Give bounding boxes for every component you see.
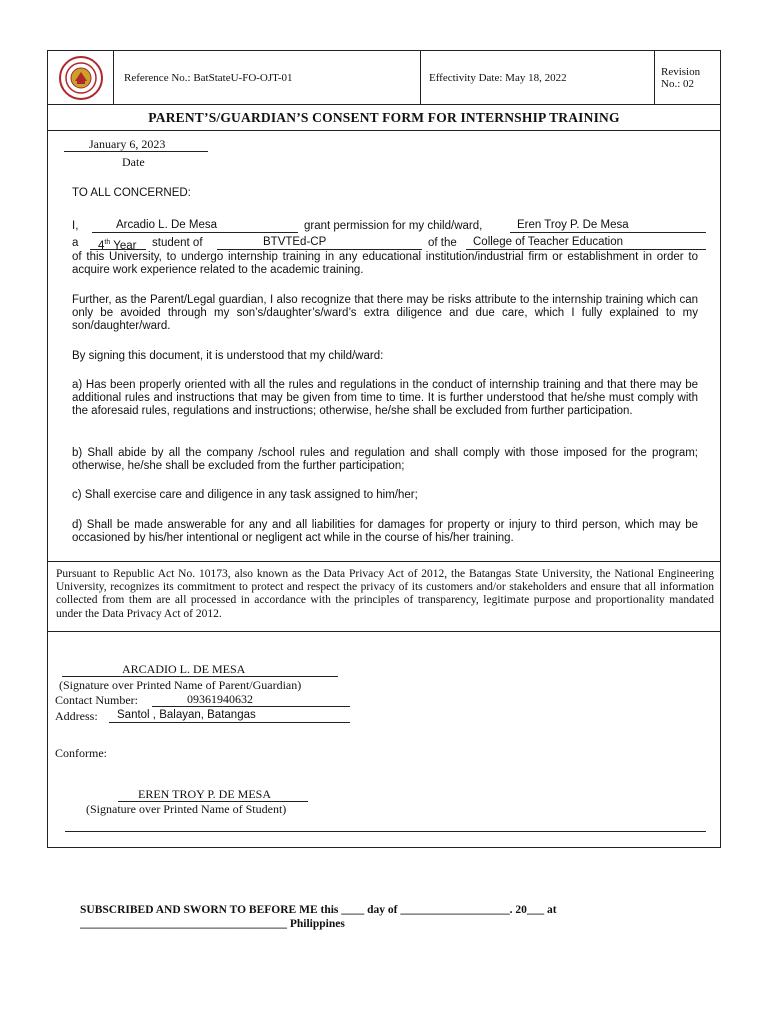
year-level-field (90, 236, 146, 250)
privacy-top-divider (47, 561, 721, 562)
of-the-label: of the (428, 237, 457, 249)
signing-paragraph: By signing this document, it is understood that my child/ward: (72, 350, 384, 362)
sworn-line-1: SUBSCRIBED AND SWORN TO BEFORE ME this ____ day of ___________________. 20___ at (80, 904, 557, 916)
condition-d: d) Shall be made answerable for any and all liabilities for damages for property or injury to third person, which may be occasioned by his/her intentional or negligent act while in the course of his/her training. (72, 519, 698, 544)
conforme-label: Conforme: (55, 746, 107, 760)
year-word: Year (110, 239, 137, 252)
condition-c: c) Shall exercise care and diligence in any task assigned to him/her; (72, 489, 418, 501)
a-label: a (72, 237, 79, 249)
logo-cell (48, 51, 114, 104)
risks-paragraph: Further, as the Parent/Legal guardian, I also recognize that there may be risks attribute to the internship training which can only be avoided through my son’s/daughter’s/ward’s extra diligence and due care, which I fully explained to my son/daughter/ward. (72, 294, 698, 332)
student-name-field: Eren Troy P. De Mesa (510, 219, 706, 233)
college-field: College of Teacher Education (466, 236, 706, 250)
address-field: Santol , Balayan, Batangas (109, 709, 350, 723)
date-value: January 6, 2023 (64, 138, 208, 152)
university-seal-icon (58, 55, 104, 101)
year-suffix: th (104, 239, 111, 246)
privacy-bottom-divider (47, 631, 721, 632)
effectivity-date: Effectivity Date: May 18, 2022 (421, 51, 655, 104)
student-signature-line: EREN TROY P. DE MESA (118, 788, 308, 802)
program-field: BTVTEd-CP (217, 236, 422, 250)
revision-number: Revision No.: 02 (661, 65, 701, 90)
consent-rest: of this University, to undergo internship training in any educational institution/industrial firm or establishment in order to acquire work experience related to the academic training. (72, 251, 698, 276)
bottom-rule (65, 831, 706, 832)
privacy-notice: Pursuant to Republic Act No. 10173, also known as the Data Privacy Act of 2012, the Batangas State University, the National Engineering University, recognizes its commitment to protect and respect the privacy of its customers and/or stakeholders and ensure that all information collected from them are all processed in accordance with the principles of transparency, legitimate purpose and proportionality mandated under the Data Privacy Act of 2012. (56, 568, 714, 620)
parent-signature-caption: (Signature over Printed Name of Parent/Guardian) (59, 678, 302, 692)
student-of-label: student of (152, 237, 203, 249)
condition-a: a) Has been properly oriented with all the rules and regulations in the conduct of internship training and that there may be additional rules and instructions that may be given from time to time. It is further understood that he/she must comply with the aforesaid rules, regulations and instructions; otherwise, he/she shall be excluded from further participation. (72, 379, 698, 417)
contact-number-field: 09361940632 (152, 693, 350, 707)
student-signature-caption: (Signature over Printed Name of Student) (86, 802, 287, 816)
contact-label: Contact Number: (55, 693, 138, 707)
year-number: 4 (98, 239, 105, 252)
sworn-line-2: ____________________________________ Philippines (80, 918, 345, 930)
date-label: Date (122, 155, 145, 169)
header-table (47, 50, 721, 105)
grant-text: grant permission for my child/ward, (304, 220, 483, 232)
reference-number: Reference No.: BatStateU-FO-OJT-01 (114, 51, 421, 104)
parent-signature-line: ARCADIO L. DE MESA (62, 663, 338, 677)
i-label: I, (72, 220, 79, 232)
condition-b: b) Shall abide by all the company /school rules and regulation and shall comply with those imposed for the program; otherwise, he/she shall be excluded from the further participation; (72, 447, 698, 472)
salutation: TO ALL CONCERNED: (72, 187, 191, 199)
address-label: Address: (55, 709, 98, 723)
form-title: PARENT’S/GUARDIAN’S CONSENT FORM FOR INTERNSHIP TRAINING (47, 104, 721, 131)
parent-name-field: Arcadio L. De Mesa (92, 219, 298, 233)
